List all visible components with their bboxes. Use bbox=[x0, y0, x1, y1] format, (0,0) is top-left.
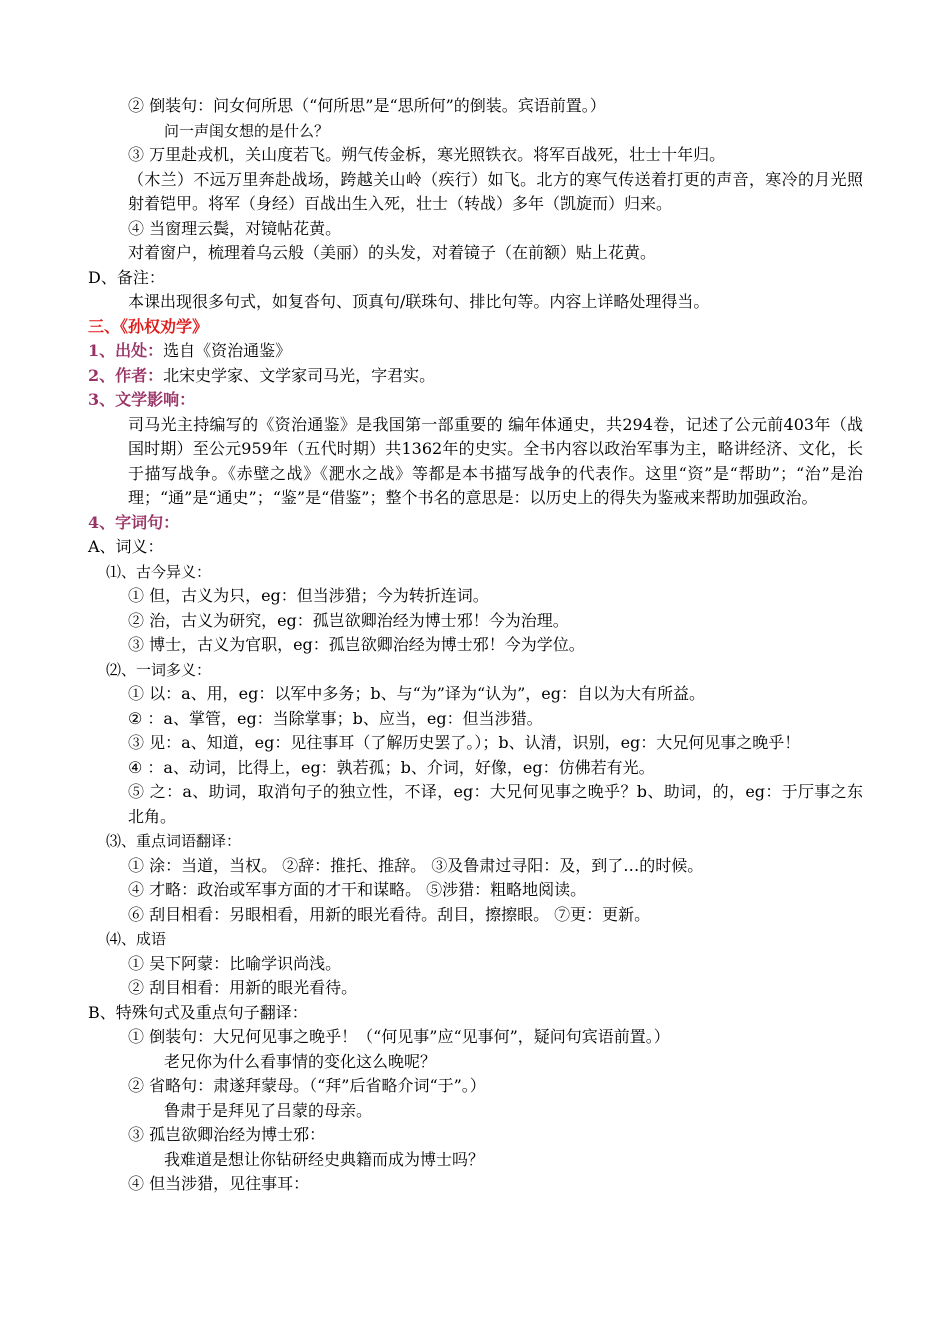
text-line: （木兰）不远万里奔赴战场，跨越关山岭（疾行）如飞。北方的寒气传送着打更的声音，寒冷的月光照射着铠甲。将军（身经）百战出生入死，壮士（转战）多年（凯旋而）归来。 bbox=[128, 169, 863, 213]
text-line: 对着窗户，梳理着乌云般（美丽）的头发，对着镜子（在前额）贴上花黄。 bbox=[128, 243, 657, 262]
text-line: ④ ：a、动词，比得上，eg：孰若孤；b、介词，好像，eg：仿佛若有光。 bbox=[128, 757, 655, 777]
section-label: 2、作者： bbox=[88, 365, 164, 385]
section-text: 选自《资治通鉴》 bbox=[163, 341, 292, 360]
section-heading: 3、文学影响： bbox=[88, 390, 196, 409]
text-line: 老兄你为什么看事情的变化这么晚呢？ bbox=[164, 1051, 437, 1071]
text-line: 问一声闺女想的是什么？ bbox=[164, 121, 330, 140]
document-body bbox=[88, 94, 863, 1197]
document-heading-line bbox=[88, 364, 863, 389]
text-line: ④ 当窗理云鬓，对镜帖花黄。 bbox=[128, 218, 342, 238]
text-line: ③ 万里赴戎机，关山度若飞。朔气传金柝，寒光照铁衣。将军百战死，壮士十年归。 bbox=[128, 145, 726, 164]
text-line: ⑥ 刮目相看：另眼相看，用新的眼光看待。刮目，擦擦眼。 ⑦更：更新。 bbox=[128, 904, 651, 924]
text-line: ⑵、一词多义： bbox=[106, 660, 212, 679]
text-line: ① 涂：当道，当权。 ②辞：推托、推辞。 ③及鲁肃过寻阳：及，到了…的时候。 bbox=[128, 855, 704, 875]
text-line: ④ 才略：政治或军事方面的才干和谋略。 ⑤涉猎：粗略地阅读。 bbox=[128, 880, 587, 899]
text-line: ① 倒装句：大兄何见事之晚乎！（“何见事”应“见事何”，疑问句宾语前置。） bbox=[128, 1027, 670, 1046]
text-line: 司马光主持编写的《资治通鉴》是我国第一部重要的 编年体通史，共294卷，记述了公元前403年（战国时期）至公元959年（五代时期）共1362年的史实。全书内容以政治军事为主，略讲经济、文化，长于描写战争。《赤壁之战》《淝水之战》等都是本书描写战争的代表作。这里“资”是“帮助”；“治”是治理；“通”是“通史”；“鉴”是“借鉴”；整个书名的意思是：以历史上的得失为鉴戒来帮助加强政治。 bbox=[128, 414, 863, 507]
section-text: 北宋史学家、文学家司马光，字君实。 bbox=[163, 365, 436, 385]
text-line: ③ 博士，古义为官职，eg：孤岂欲卿治经为博士邪！今为学位。 bbox=[128, 635, 585, 654]
text-line: ① 以：a、用，eg：以军中多务；b、与“为”译为“认为”，eg：自以为大有所益。 bbox=[128, 684, 706, 703]
text-line: ② 省略句：肃遂拜蒙母。（“拜”后省略介词“于”。） bbox=[128, 1076, 486, 1095]
section-label: 1、出处： bbox=[88, 341, 164, 360]
text-line: 鲁肃于是拜见了吕蒙的母亲。 bbox=[164, 1100, 373, 1120]
text-line: ⑴、古今异义： bbox=[106, 562, 212, 581]
text-line: ④ 但当涉猎，见往事耳： bbox=[128, 1174, 310, 1193]
text-line: ② 治，古义为研究，eg：孤岂欲卿治经为博士邪！今为治理。 bbox=[128, 610, 569, 630]
text-line: ① 吴下阿蒙：比喻学识尚浅。 bbox=[128, 953, 342, 973]
document-heading-line bbox=[88, 339, 863, 364]
text-line: B、特殊句式及重点句子翻译： bbox=[88, 1002, 308, 1022]
section-heading: 三、《孙权劝学》 bbox=[88, 316, 209, 336]
text-line: ① 但，古义为只，eg：但当涉猎；今为转折连词。 bbox=[128, 586, 489, 605]
text-line: ③ 孤岂欲卿治经为博士邪： bbox=[128, 1125, 326, 1144]
text-line: ② 倒装句：问女何所思（“何所思”是“思所何”的倒装。宾语前置。） bbox=[128, 96, 606, 115]
text-line: A、词义： bbox=[88, 537, 164, 556]
text-line: ⑶、重点词语翻译： bbox=[106, 832, 242, 850]
text-line: 本课出现很多句式，如复沓句、顶真句/联珠句、排比句等。内容上详略处理得当。 bbox=[128, 292, 710, 311]
text-line: D、备注： bbox=[88, 267, 165, 287]
text-line: ⑷、成语 bbox=[106, 930, 167, 948]
text-line: ② ：a、掌管，eg：当除掌事；b、应当，eg：但当涉猎。 bbox=[128, 708, 543, 728]
section-heading: 4、字词句： bbox=[88, 512, 180, 532]
text-line: 我难道是想让你钻研经史典籍而成为博士吗？ bbox=[164, 1149, 485, 1169]
text-line: ⑤ 之：a、助词，取消句子的独立性，不译，eg：大兄何见事之晚乎？b、助词，的，eg：于厅事之东北角。 bbox=[128, 782, 863, 826]
text-line: ② 刮目相看：用新的眼光看待。 bbox=[128, 978, 358, 997]
text-line: ③ 见：a、知道，eg：见往事耳（了解历史罢了。）；b、认清，识别，eg：大兄何见事之晚乎！ bbox=[128, 733, 801, 752]
